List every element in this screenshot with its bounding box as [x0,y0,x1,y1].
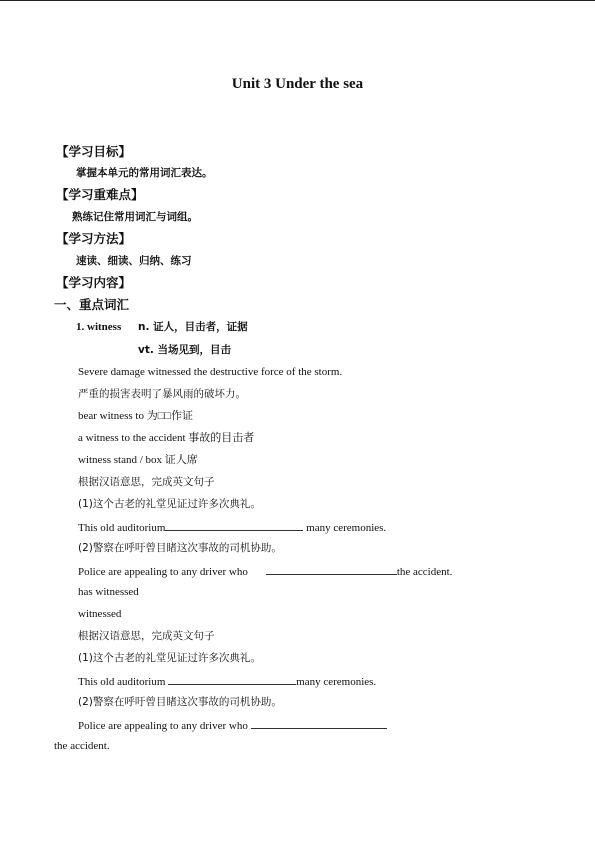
entry-verb-sense: vt. 当场见到，目击 [138,344,232,356]
r1-en-end: many ceremonies. [296,676,377,688]
phrase-witness-accident: a witness to the accident 事故的目击者 [78,432,255,444]
phrase-witness-stand: witness stand / box 证人席 [78,454,198,466]
exercise-q2-en [78,563,452,579]
answer-witnessed: witnessed [78,608,122,620]
r2-en-start: Police are appealing to any driver who [78,720,251,732]
key-points-text: 熟练记住常用词汇与词组。 [72,211,198,223]
q2-en-end: the accident. [396,566,453,578]
vocab-heading: 一、重点词汇 [54,297,130,312]
example-sentence-zh: 严重的损害表明了暴风雨的破坏力。 [78,388,246,400]
method-text: 速读、细读、归纳、练习 [76,255,192,267]
exercise-instruction-repeat: 根据汉语意思，完成英文句子 [78,630,215,642]
objective-heading: 【学习目标】 [56,144,132,159]
exercise-r2-tail: the accident. [54,740,110,752]
example-sentence-en: Severe damage witnessed the destructive force of the storm. [78,366,343,378]
q2-answer-blank[interactable] [266,563,397,575]
exercise-instruction: 根据汉语意思，完成英文句子 [78,476,215,488]
exercise-r2-zh: (2)警察在呼吁曾目睹这次事故的司机协助。 [78,696,282,708]
objective-text: 掌握本单元的常用词汇表达。 [76,167,213,179]
content-heading: 【学习内容】 [56,275,132,290]
page-top-rule [0,0,595,1]
method-heading: 【学习方法】 [56,231,132,246]
q2-en-start: Police are appealing to any driver who [78,566,248,578]
exercise-r2-en [78,717,387,733]
r1-en-start: This old auditorium [78,676,169,688]
r1-answer-blank[interactable] [168,673,296,685]
phrase-bear-witness: bear witness to 为□□作证 [78,410,194,422]
exercise-q1-zh: (1)这个古老的礼堂见证过许多次典礼。 [78,498,261,510]
q1-answer-blank[interactable] [165,519,303,531]
answer-has-witnessed: has witnessed [78,586,139,598]
q1-en-end: many ceremonies. [303,522,387,534]
exercise-r1-zh: (1)这个古老的礼堂见证过许多次典礼。 [78,652,261,664]
entry-noun-sense: n. 证人，目击者，证据 [138,321,248,333]
exercise-r1-en [78,673,376,689]
entry-word: 1. witness [76,321,122,333]
page-title: Unit 3 Under the sea [231,76,364,92]
key-points-heading: 【学习重难点】 [56,187,144,202]
r2-answer-blank[interactable] [251,717,387,729]
exercise-q1-en [78,519,386,535]
exercise-q2-zh: (2)警察在呼吁曾目睹这次事故的司机协助。 [78,542,282,554]
q1-en-start: This old auditorium [78,522,166,534]
